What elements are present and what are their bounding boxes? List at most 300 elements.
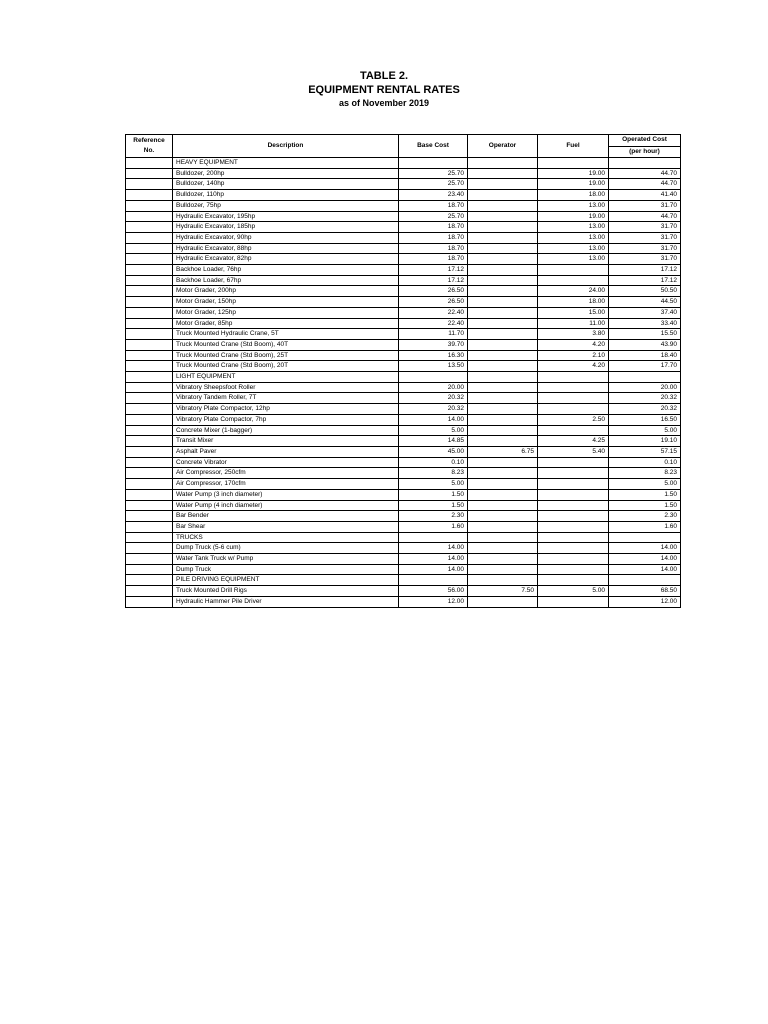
ref-cell bbox=[126, 404, 173, 415]
base-cost-cell: 56.00 bbox=[399, 586, 468, 597]
operated-cost-cell: 8.23 bbox=[609, 468, 681, 479]
operator-cell bbox=[468, 329, 538, 340]
ref-cell bbox=[126, 446, 173, 457]
operator-cell bbox=[468, 554, 538, 565]
fuel-cell: 18.00 bbox=[538, 190, 609, 201]
operator-cell bbox=[468, 211, 538, 222]
fuel-cell bbox=[538, 596, 609, 607]
operator-cell bbox=[468, 254, 538, 265]
fuel-cell: 19.00 bbox=[538, 179, 609, 190]
base-cost-cell: 25.70 bbox=[399, 168, 468, 179]
table-row bbox=[126, 404, 681, 415]
table-row bbox=[126, 307, 681, 318]
description-cell: Vibratory Plate Compactor, 12hp bbox=[173, 404, 399, 415]
base-cost-cell: 14.00 bbox=[399, 543, 468, 554]
rental-rates-table bbox=[125, 134, 681, 608]
operated-cost-cell: 50.50 bbox=[609, 286, 681, 297]
description-cell: Water Pump (4 inch diameter) bbox=[173, 500, 399, 511]
ref-cell bbox=[126, 243, 173, 254]
fuel-cell bbox=[538, 404, 609, 415]
ref-cell bbox=[126, 232, 173, 243]
description-cell: Bar Bender bbox=[173, 511, 399, 522]
operator-cell bbox=[468, 425, 538, 436]
base-cost-cell: 1.50 bbox=[399, 500, 468, 511]
description-cell: Hydraulic Excavator, 88hp bbox=[173, 243, 399, 254]
table-row bbox=[126, 339, 681, 350]
document-title: EQUIPMENT RENTAL RATES bbox=[308, 84, 460, 96]
fuel-cell bbox=[538, 543, 609, 554]
ref-cell bbox=[126, 479, 173, 490]
table-row bbox=[126, 211, 681, 222]
description-cell: Transit Mixer bbox=[173, 436, 399, 447]
base-cost-cell: 22.40 bbox=[399, 307, 468, 318]
operated-cost-cell: 5.00 bbox=[609, 425, 681, 436]
table-row bbox=[126, 393, 681, 404]
base-cost-cell: 23.40 bbox=[399, 190, 468, 201]
base-cost-cell: 14.00 bbox=[399, 554, 468, 565]
header-reference-line1: Reference bbox=[133, 136, 165, 144]
description-cell: Air Compressor, 170cfm bbox=[173, 479, 399, 490]
table-row bbox=[126, 179, 681, 190]
ref-cell bbox=[126, 297, 173, 308]
base-cost-cell: 26.50 bbox=[399, 297, 468, 308]
fuel-cell bbox=[538, 425, 609, 436]
base-cost-cell bbox=[399, 158, 468, 169]
operator-cell bbox=[468, 243, 538, 254]
operator-cell bbox=[468, 543, 538, 554]
ref-cell bbox=[126, 254, 173, 265]
description-cell: Dump Truck bbox=[173, 564, 399, 575]
ref-cell bbox=[126, 350, 173, 361]
operator-cell bbox=[468, 382, 538, 393]
operated-cost-cell: 68.50 bbox=[609, 586, 681, 597]
operated-cost-cell bbox=[609, 158, 681, 169]
header-row-1 bbox=[126, 135, 681, 147]
fuel-cell: 11.00 bbox=[538, 318, 609, 329]
base-cost-cell: 20.32 bbox=[399, 404, 468, 415]
header-operated-cost: Operated Cost bbox=[609, 135, 681, 147]
ref-cell bbox=[126, 521, 173, 532]
operator-cell bbox=[468, 339, 538, 350]
operator-cell bbox=[468, 414, 538, 425]
table-row bbox=[126, 479, 681, 490]
ref-cell bbox=[126, 532, 173, 543]
fuel-cell: 24.00 bbox=[538, 286, 609, 297]
table-row bbox=[126, 532, 681, 543]
table-row bbox=[126, 436, 681, 447]
header-reference bbox=[126, 135, 173, 158]
fuel-cell bbox=[538, 489, 609, 500]
ref-cell bbox=[126, 382, 173, 393]
table-row bbox=[126, 361, 681, 372]
operator-cell bbox=[468, 500, 538, 511]
operated-cost-cell: 19.10 bbox=[609, 436, 681, 447]
ref-cell bbox=[126, 554, 173, 565]
header-description: Description bbox=[173, 135, 399, 158]
operated-cost-cell: 44.70 bbox=[609, 179, 681, 190]
operated-cost-cell: 16.50 bbox=[609, 414, 681, 425]
base-cost-cell: 18.70 bbox=[399, 254, 468, 265]
fuel-cell: 15.00 bbox=[538, 307, 609, 318]
fuel-cell bbox=[538, 468, 609, 479]
fuel-cell bbox=[538, 575, 609, 586]
description-cell: Truck Mounted Crane (Std Boom), 20T bbox=[173, 361, 399, 372]
operator-cell bbox=[468, 307, 538, 318]
operated-cost-cell: 31.70 bbox=[609, 222, 681, 233]
operator-cell bbox=[468, 350, 538, 361]
operator-cell bbox=[468, 158, 538, 169]
operated-cost-cell: 14.00 bbox=[609, 543, 681, 554]
operator-cell bbox=[468, 179, 538, 190]
header-operator: Operator bbox=[468, 135, 538, 158]
table-row bbox=[126, 254, 681, 265]
operated-cost-cell: 57.15 bbox=[609, 446, 681, 457]
description-cell: Truck Mounted Crane (Std Boom), 25T bbox=[173, 350, 399, 361]
ref-cell bbox=[126, 200, 173, 211]
table-row bbox=[126, 265, 681, 276]
ref-cell bbox=[126, 468, 173, 479]
table-row bbox=[126, 286, 681, 297]
ref-cell bbox=[126, 286, 173, 297]
fuel-cell bbox=[538, 275, 609, 286]
operator-cell bbox=[468, 190, 538, 201]
operated-cost-cell: 31.70 bbox=[609, 243, 681, 254]
fuel-cell: 2.50 bbox=[538, 414, 609, 425]
operated-cost-cell: 31.70 bbox=[609, 232, 681, 243]
ref-cell bbox=[126, 511, 173, 522]
base-cost-cell bbox=[399, 575, 468, 586]
fuel-cell bbox=[538, 564, 609, 575]
ref-cell bbox=[126, 329, 173, 340]
header-base-cost: Base Cost bbox=[399, 135, 468, 158]
operator-cell bbox=[468, 404, 538, 415]
operated-cost-cell: 37.40 bbox=[609, 307, 681, 318]
fuel-cell bbox=[538, 457, 609, 468]
operator-cell bbox=[468, 436, 538, 447]
operated-cost-cell: 44.50 bbox=[609, 297, 681, 308]
fuel-cell bbox=[538, 393, 609, 404]
operated-cost-cell: 17.12 bbox=[609, 275, 681, 286]
table-row bbox=[126, 243, 681, 254]
ref-cell bbox=[126, 318, 173, 329]
description-cell: Backhoe Loader, 76hp bbox=[173, 265, 399, 276]
ref-cell bbox=[126, 179, 173, 190]
description-cell: Vibratory Plate Compactor, 7hp bbox=[173, 414, 399, 425]
description-cell: Hydraulic Excavator, 82hp bbox=[173, 254, 399, 265]
operated-cost-cell: 0.10 bbox=[609, 457, 681, 468]
base-cost-cell: 26.50 bbox=[399, 286, 468, 297]
fuel-cell bbox=[538, 265, 609, 276]
operated-cost-cell: 31.70 bbox=[609, 200, 681, 211]
base-cost-cell: 17.12 bbox=[399, 265, 468, 276]
base-cost-cell bbox=[399, 532, 468, 543]
fuel-cell: 13.00 bbox=[538, 200, 609, 211]
table-row bbox=[126, 521, 681, 532]
operated-cost-cell: 2.30 bbox=[609, 511, 681, 522]
fuel-cell bbox=[538, 521, 609, 532]
operated-cost-cell: 1.50 bbox=[609, 489, 681, 500]
description-cell: TRUCKS bbox=[173, 532, 399, 543]
table-row bbox=[126, 414, 681, 425]
operated-cost-cell: 5.00 bbox=[609, 479, 681, 490]
operator-cell bbox=[468, 532, 538, 543]
operated-cost-cell: 20.32 bbox=[609, 393, 681, 404]
base-cost-cell: 13.50 bbox=[399, 361, 468, 372]
description-cell: Vibratory Sheepsfoot Roller bbox=[173, 382, 399, 393]
description-cell: HEAVY EQUIPMENT bbox=[173, 158, 399, 169]
table-row bbox=[126, 329, 681, 340]
operated-cost-cell: 43.90 bbox=[609, 339, 681, 350]
operator-cell bbox=[468, 318, 538, 329]
description-cell: Motor Grader, 150hp bbox=[173, 297, 399, 308]
description-cell: Bar Shear bbox=[173, 521, 399, 532]
base-cost-cell bbox=[399, 372, 468, 383]
fuel-cell bbox=[538, 382, 609, 393]
base-cost-cell: 18.70 bbox=[399, 222, 468, 233]
table-number: TABLE 2. bbox=[359, 70, 409, 82]
fuel-cell bbox=[538, 511, 609, 522]
ref-cell bbox=[126, 168, 173, 179]
table-row bbox=[126, 446, 681, 457]
operator-cell bbox=[468, 372, 538, 383]
description-cell: Concrete Mixer (1-bagger) bbox=[173, 425, 399, 436]
operator-cell bbox=[468, 297, 538, 308]
description-cell: LIGHT EQUIPMENT bbox=[173, 372, 399, 383]
document-date: as of November 2019 bbox=[338, 98, 430, 108]
operated-cost-cell: 20.32 bbox=[609, 404, 681, 415]
base-cost-cell: 20.32 bbox=[399, 393, 468, 404]
ref-cell bbox=[126, 489, 173, 500]
description-cell: Truck Mounted Crane (Std Boom), 40T bbox=[173, 339, 399, 350]
table-row bbox=[126, 554, 681, 565]
operated-cost-cell: 14.00 bbox=[609, 554, 681, 565]
table-row bbox=[126, 500, 681, 511]
operated-cost-cell: 20.00 bbox=[609, 382, 681, 393]
table-row bbox=[126, 543, 681, 554]
table-row bbox=[126, 190, 681, 201]
ref-cell bbox=[126, 275, 173, 286]
description-cell: Hydraulic Excavator, 90hp bbox=[173, 232, 399, 243]
description-cell: Hydraulic Excavator, 185hp bbox=[173, 222, 399, 233]
base-cost-cell: 0.10 bbox=[399, 457, 468, 468]
operator-cell bbox=[468, 361, 538, 372]
base-cost-cell: 25.70 bbox=[399, 211, 468, 222]
ref-cell bbox=[126, 414, 173, 425]
description-cell: Water Tank Truck w/ Pump bbox=[173, 554, 399, 565]
operated-cost-cell bbox=[609, 575, 681, 586]
table-row bbox=[126, 596, 681, 607]
table-row bbox=[126, 382, 681, 393]
description-cell: Dump Truck (5-6 cum) bbox=[173, 543, 399, 554]
ref-cell bbox=[126, 265, 173, 276]
fuel-cell: 19.00 bbox=[538, 211, 609, 222]
header-fuel: Fuel bbox=[538, 135, 609, 158]
table-row bbox=[126, 200, 681, 211]
ref-cell bbox=[126, 457, 173, 468]
fuel-cell: 4.20 bbox=[538, 361, 609, 372]
base-cost-cell: 11.70 bbox=[399, 329, 468, 340]
fuel-cell: 5.40 bbox=[538, 446, 609, 457]
base-cost-cell: 18.70 bbox=[399, 243, 468, 254]
base-cost-cell: 12.00 bbox=[399, 596, 468, 607]
header-reference-line2: No. bbox=[143, 147, 155, 154]
operator-cell bbox=[468, 393, 538, 404]
table-row bbox=[126, 222, 681, 233]
ref-cell bbox=[126, 361, 173, 372]
fuel-cell: 3.80 bbox=[538, 329, 609, 340]
ref-cell bbox=[126, 393, 173, 404]
description-cell: Motor Grader, 125hp bbox=[173, 307, 399, 318]
base-cost-cell: 14.00 bbox=[399, 414, 468, 425]
description-cell: Motor Grader, 85hp bbox=[173, 318, 399, 329]
operator-cell bbox=[468, 479, 538, 490]
table-row bbox=[126, 158, 681, 169]
table-row bbox=[126, 232, 681, 243]
operator-cell bbox=[468, 596, 538, 607]
ref-cell bbox=[126, 372, 173, 383]
base-cost-cell: 45.00 bbox=[399, 446, 468, 457]
base-cost-cell: 1.60 bbox=[399, 521, 468, 532]
operator-cell bbox=[468, 575, 538, 586]
table-body bbox=[126, 158, 681, 608]
operator-cell bbox=[468, 511, 538, 522]
description-cell: Water Pump (3 inch diameter) bbox=[173, 489, 399, 500]
ref-cell bbox=[126, 543, 173, 554]
operated-cost-cell: 41.40 bbox=[609, 190, 681, 201]
table-row bbox=[126, 564, 681, 575]
table-row bbox=[126, 425, 681, 436]
ref-cell bbox=[126, 307, 173, 318]
description-cell: Motor Grader, 200hp bbox=[173, 286, 399, 297]
ref-cell bbox=[126, 222, 173, 233]
fuel-cell: 13.00 bbox=[538, 232, 609, 243]
description-cell: Truck Mounted Hydraulic Crane, 5T bbox=[173, 329, 399, 340]
operated-cost-cell: 44.70 bbox=[609, 168, 681, 179]
operator-cell bbox=[468, 521, 538, 532]
base-cost-cell: 5.00 bbox=[399, 425, 468, 436]
fuel-cell bbox=[538, 372, 609, 383]
base-cost-cell: 16.30 bbox=[399, 350, 468, 361]
table-row bbox=[126, 372, 681, 383]
fuel-cell: 18.00 bbox=[538, 297, 609, 308]
fuel-cell: 4.20 bbox=[538, 339, 609, 350]
table-row bbox=[126, 468, 681, 479]
operated-cost-cell: 18.40 bbox=[609, 350, 681, 361]
ref-cell bbox=[126, 596, 173, 607]
ref-cell bbox=[126, 564, 173, 575]
base-cost-cell: 8.23 bbox=[399, 468, 468, 479]
operator-cell: 7.50 bbox=[468, 586, 538, 597]
base-cost-cell: 2.30 bbox=[399, 511, 468, 522]
table-row bbox=[126, 457, 681, 468]
operator-cell bbox=[468, 286, 538, 297]
base-cost-cell: 14.00 bbox=[399, 564, 468, 575]
base-cost-cell: 22.40 bbox=[399, 318, 468, 329]
operated-cost-cell bbox=[609, 532, 681, 543]
operated-cost-cell: 17.12 bbox=[609, 265, 681, 276]
operated-cost-cell: 44.70 bbox=[609, 211, 681, 222]
operator-cell bbox=[468, 232, 538, 243]
fuel-cell: 4.25 bbox=[538, 436, 609, 447]
table-row bbox=[126, 511, 681, 522]
ref-cell bbox=[126, 190, 173, 201]
operated-cost-cell: 31.70 bbox=[609, 254, 681, 265]
description-cell: Hydraulic Excavator, 195hp bbox=[173, 211, 399, 222]
table-row bbox=[126, 575, 681, 586]
operator-cell bbox=[468, 489, 538, 500]
ref-cell bbox=[126, 500, 173, 511]
ref-cell bbox=[126, 339, 173, 350]
operator-cell bbox=[468, 168, 538, 179]
operator-cell bbox=[468, 265, 538, 276]
fuel-cell: 5.00 bbox=[538, 586, 609, 597]
operated-cost-cell: 33.40 bbox=[609, 318, 681, 329]
description-cell: Asphalt Paver bbox=[173, 446, 399, 457]
description-cell: Backhoe Loader, 67hp bbox=[173, 275, 399, 286]
fuel-cell bbox=[538, 479, 609, 490]
table-row bbox=[126, 586, 681, 597]
operator-cell bbox=[468, 468, 538, 479]
fuel-cell: 2.10 bbox=[538, 350, 609, 361]
table-row bbox=[126, 350, 681, 361]
header-operated-cost-unit: (per hour) bbox=[609, 146, 681, 158]
description-cell: Hydraulic Hammer Pile Driver bbox=[173, 596, 399, 607]
operated-cost-cell: 1.50 bbox=[609, 500, 681, 511]
description-cell: Bulldozer, 200hp bbox=[173, 168, 399, 179]
base-cost-cell: 1.50 bbox=[399, 489, 468, 500]
fuel-cell bbox=[538, 554, 609, 565]
operated-cost-cell: 1.60 bbox=[609, 521, 681, 532]
base-cost-cell: 17.12 bbox=[399, 275, 468, 286]
operator-cell bbox=[468, 564, 538, 575]
base-cost-cell: 39.70 bbox=[399, 339, 468, 350]
table-row bbox=[126, 318, 681, 329]
ref-cell bbox=[126, 586, 173, 597]
base-cost-cell: 20.00 bbox=[399, 382, 468, 393]
operator-cell: 6.75 bbox=[468, 446, 538, 457]
ref-cell bbox=[126, 158, 173, 169]
fuel-cell: 13.00 bbox=[538, 222, 609, 233]
description-cell: Bulldozer, 110hp bbox=[173, 190, 399, 201]
operated-cost-cell: 15.50 bbox=[609, 329, 681, 340]
description-cell: Vibratory Tandem Roller, 7T bbox=[173, 393, 399, 404]
base-cost-cell: 18.70 bbox=[399, 200, 468, 211]
fuel-cell: 19.00 bbox=[538, 168, 609, 179]
table-row bbox=[126, 275, 681, 286]
operator-cell bbox=[468, 222, 538, 233]
table-row bbox=[126, 489, 681, 500]
operator-cell bbox=[468, 200, 538, 211]
ref-cell bbox=[126, 575, 173, 586]
ref-cell bbox=[126, 436, 173, 447]
operator-cell bbox=[468, 457, 538, 468]
description-cell: Bulldozer, 140hp bbox=[173, 179, 399, 190]
description-cell: Air Compressor, 250cfm bbox=[173, 468, 399, 479]
operated-cost-cell: 12.00 bbox=[609, 596, 681, 607]
description-cell: PILE DRIVING EQUIPMENT bbox=[173, 575, 399, 586]
ref-cell bbox=[126, 425, 173, 436]
operated-cost-cell bbox=[609, 372, 681, 383]
base-cost-cell: 14.85 bbox=[399, 436, 468, 447]
fuel-cell bbox=[538, 158, 609, 169]
base-cost-cell: 5.00 bbox=[399, 479, 468, 490]
operated-cost-cell: 17.70 bbox=[609, 361, 681, 372]
operator-cell bbox=[468, 275, 538, 286]
table-row bbox=[126, 168, 681, 179]
table-row bbox=[126, 297, 681, 308]
fuel-cell bbox=[538, 532, 609, 543]
description-cell: Concrete Vibrator bbox=[173, 457, 399, 468]
